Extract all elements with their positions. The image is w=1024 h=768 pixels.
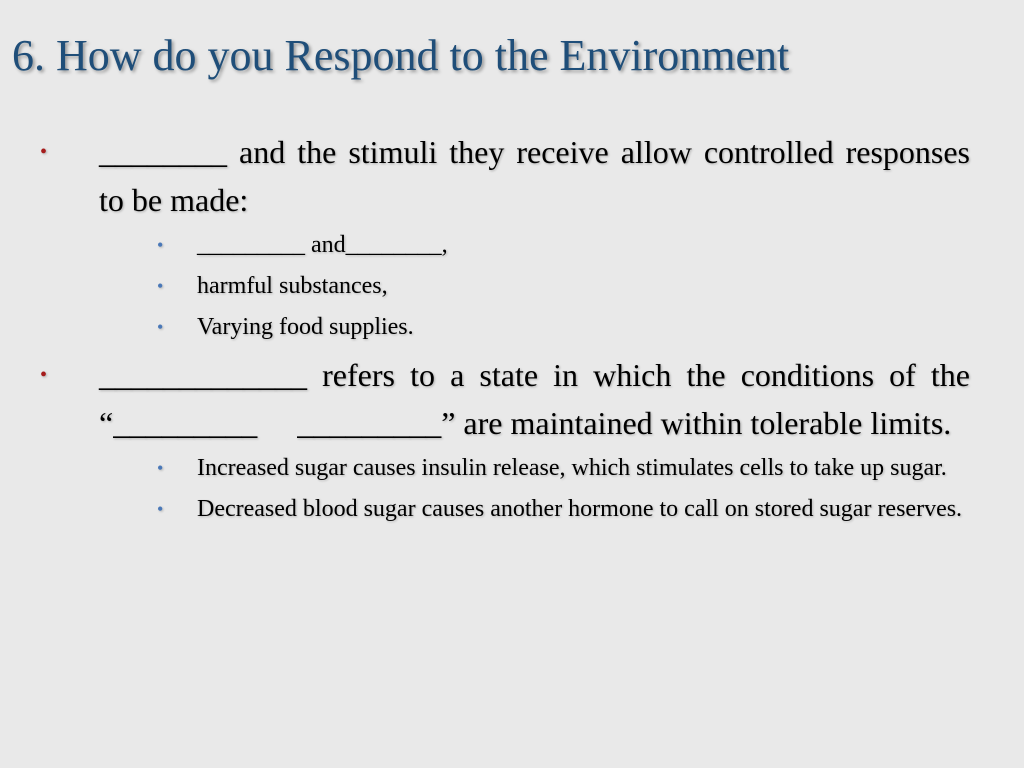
sub-bullet-item (157, 269, 970, 303)
sub-bullet-list-1 (34, 228, 970, 344)
sub-bullet-list-2 (34, 451, 970, 526)
sub-bullet-text: harmful substances, (197, 273, 388, 299)
bullet-dot-icon: • (40, 364, 48, 386)
sub-bullet-dot-icon: • (157, 235, 164, 255)
bullet-dot-icon: • (40, 141, 48, 163)
sub-bullet-text: Increased sugar causes insulin release, which stimulates cells to take up sugar. (197, 455, 947, 481)
bullet-text: ________ and the stimuli they receive allow controlled responses to be made: (99, 134, 970, 218)
slide-content (34, 128, 978, 533)
sub-bullet-text: _________ and________, (197, 232, 448, 258)
sub-bullet-dot-icon: • (157, 317, 164, 337)
bullet-text: _____________ refers to a state in which the conditions of the “_________ _________” are maintained within tolerable limits. (99, 357, 978, 441)
sub-bullet-text: Varying food supplies. (197, 314, 414, 340)
sub-bullet-dot-icon: • (157, 499, 164, 519)
sub-bullet-dot-icon: • (157, 276, 164, 296)
sub-bullet-dot-icon: • (157, 458, 164, 478)
bullet-item-2 (34, 351, 978, 447)
sub-bullet-item (157, 310, 970, 344)
slide-title: 6. How do you Respond to the Environment (12, 31, 790, 80)
sub-bullet-item (157, 228, 970, 262)
sub-bullet-text: Decreased blood sugar causes another hormone to call on stored sugar reserves. (197, 496, 963, 522)
sub-bullet-item (157, 451, 970, 485)
sub-bullet-item (157, 492, 970, 526)
bullet-item-1 (34, 128, 970, 224)
